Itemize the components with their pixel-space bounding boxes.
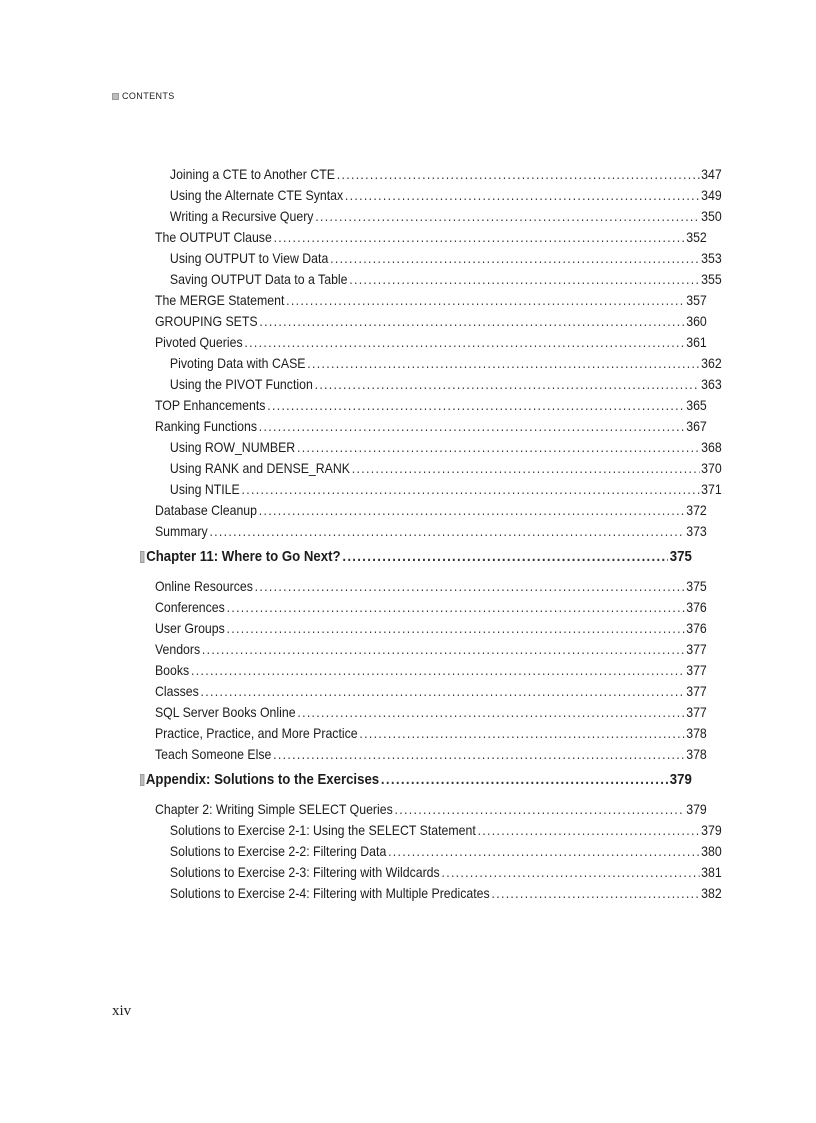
hatch-square-icon xyxy=(140,551,144,563)
toc-entry-page: 376 xyxy=(686,620,707,636)
toc-entry-page: 362 xyxy=(701,355,722,371)
toc-entry-page: 375 xyxy=(669,548,692,565)
dot-leader xyxy=(478,820,700,841)
toc-entry-page: 377 xyxy=(686,641,707,657)
toc-entry[interactable] xyxy=(140,206,722,227)
toc-entry-page: 372 xyxy=(686,502,707,518)
dot-leader xyxy=(273,744,684,765)
toc-chapter-entry[interactable] xyxy=(140,545,692,569)
toc-entry-page: 365 xyxy=(686,397,707,413)
dot-leader xyxy=(259,416,685,437)
toc-entry-title: Solutions to Exercise 2-2: Filtering Data xyxy=(169,843,387,859)
toc-entry-title: Vendors xyxy=(154,641,201,657)
dot-leader xyxy=(201,681,685,702)
toc-entry-title: Summary xyxy=(154,523,208,539)
toc-entry-page: 379 xyxy=(686,801,707,817)
toc-entry-page: 352 xyxy=(686,229,707,245)
toc-entry-title: GROUPING SETS xyxy=(154,313,258,329)
toc-entry[interactable] xyxy=(140,164,722,185)
toc-entry[interactable] xyxy=(140,395,707,416)
toc-entry-title: Classes xyxy=(154,683,199,699)
dot-leader xyxy=(259,311,684,332)
toc-entry-page: 377 xyxy=(686,683,707,699)
toc-entry-page: 355 xyxy=(701,271,722,287)
toc-entry[interactable] xyxy=(140,597,707,618)
dot-leader xyxy=(337,164,700,185)
toc-entry-page: 381 xyxy=(701,864,722,880)
toc-entry-page: 353 xyxy=(701,250,722,266)
toc-entry-page: 373 xyxy=(686,523,707,539)
running-head-label: CONTENTS xyxy=(122,91,175,101)
toc-entry[interactable] xyxy=(140,500,707,521)
toc-entry[interactable] xyxy=(140,290,707,311)
dot-leader xyxy=(242,479,700,500)
dot-leader xyxy=(307,353,699,374)
toc-entry-page: 380 xyxy=(701,843,722,859)
toc-entry-page: 375 xyxy=(686,578,707,594)
dot-leader xyxy=(227,597,685,618)
dot-leader xyxy=(227,618,685,639)
toc-entry-title: Chapter 11: Where to Go Next? xyxy=(146,548,341,565)
toc-entry[interactable] xyxy=(140,681,707,702)
toc-entry-page: 349 xyxy=(701,187,722,203)
toc-entry[interactable] xyxy=(140,185,722,206)
dot-leader xyxy=(274,227,685,248)
toc-entry-page: 371 xyxy=(701,481,722,497)
hatch-square-icon xyxy=(112,93,119,100)
toc-entry-title: Online Resources xyxy=(154,578,253,594)
toc-entry[interactable] xyxy=(140,479,722,500)
toc-entry-title: Conferences xyxy=(154,599,225,615)
toc-entry-page: 379 xyxy=(701,822,722,838)
dot-leader xyxy=(359,723,684,744)
toc-entry[interactable] xyxy=(140,841,722,862)
page-number: xiv xyxy=(112,1003,132,1019)
dot-leader xyxy=(330,248,699,269)
toc-entry-page: 370 xyxy=(701,460,722,476)
dot-leader xyxy=(202,639,685,660)
toc-entry[interactable] xyxy=(140,374,722,395)
toc-entry-page: 350 xyxy=(701,208,722,224)
toc-entry[interactable] xyxy=(140,353,722,374)
toc-entry-page: 382 xyxy=(701,885,722,901)
toc-entry-title: Teach Someone Else xyxy=(154,746,272,762)
toc-entry-title: Database Cleanup xyxy=(154,502,258,518)
toc-entry-title: Using the Alternate CTE Syntax xyxy=(169,187,344,203)
dot-leader xyxy=(297,702,684,723)
dot-leader xyxy=(315,206,699,227)
dot-leader xyxy=(286,290,684,311)
toc-entry[interactable] xyxy=(140,799,707,820)
toc-entry-page: 368 xyxy=(701,439,722,455)
toc-entry-page: 363 xyxy=(701,376,722,392)
toc-entry-title: Saving OUTPUT Data to a Table xyxy=(169,271,348,287)
toc-entry-title: Writing a Recursive Query xyxy=(169,208,314,224)
toc-entry-page: 378 xyxy=(686,725,707,741)
toc-entry-title: Books xyxy=(154,662,190,678)
toc-entry[interactable] xyxy=(140,862,722,883)
toc-entry-title: The OUTPUT Clause xyxy=(154,229,272,245)
dot-leader xyxy=(297,437,699,458)
table-of-contents xyxy=(140,164,722,904)
toc-chapter-entry[interactable] xyxy=(140,768,692,792)
dot-leader xyxy=(441,862,699,883)
toc-entry[interactable] xyxy=(140,660,707,681)
dot-leader xyxy=(259,500,685,521)
toc-entry-page: 357 xyxy=(686,292,707,308)
toc-entry[interactable] xyxy=(140,311,707,332)
toc-entry-title: The MERGE Statement xyxy=(154,292,285,308)
toc-entry[interactable] xyxy=(140,702,707,723)
toc-entry-page: 347 xyxy=(701,166,722,182)
dot-leader xyxy=(315,374,700,395)
hatch-square-icon xyxy=(140,774,144,786)
toc-entry-title: SQL Server Books Online xyxy=(154,704,296,720)
toc-entry-page: 360 xyxy=(686,313,707,329)
toc-entry-title: Solutions to Exercise 2-4: Filtering with Multiple Predicates xyxy=(169,885,490,901)
toc-entry[interactable] xyxy=(140,248,722,269)
toc-entry-title: User Groups xyxy=(154,620,225,636)
toc-entry-title: Solutions to Exercise 2-1: Using the SELECT Statement xyxy=(169,822,476,838)
dot-leader xyxy=(381,768,668,792)
dot-leader xyxy=(209,521,684,542)
toc-entry-title: Chapter 2: Writing Simple SELECT Queries xyxy=(154,801,393,817)
toc-entry[interactable] xyxy=(140,618,707,639)
toc-entry-page: 367 xyxy=(686,418,707,434)
toc-entry-title: Using the PIVOT Function xyxy=(169,376,313,392)
dot-leader xyxy=(342,545,668,569)
toc-entry-title: Using OUTPUT to View Data xyxy=(169,250,329,266)
toc-entry[interactable] xyxy=(140,883,722,904)
dot-leader xyxy=(352,458,700,479)
toc-entry-title: Solutions to Exercise 2-3: Filtering with Wildcards xyxy=(169,864,440,880)
dot-leader xyxy=(395,799,685,820)
dot-leader xyxy=(255,576,685,597)
toc-entry[interactable] xyxy=(140,820,722,841)
dot-leader xyxy=(491,883,699,904)
toc-entry-title: Practice, Practice, and More Practice xyxy=(154,725,358,741)
toc-entry-title: Pivoted Queries xyxy=(154,334,243,350)
toc-entry[interactable] xyxy=(140,576,707,597)
toc-entry[interactable] xyxy=(140,227,707,248)
toc-entry[interactable] xyxy=(140,744,707,765)
dot-leader xyxy=(349,269,699,290)
toc-entry-title: Pivoting Data with CASE xyxy=(169,355,306,371)
toc-entry-title: Using ROW_NUMBER xyxy=(169,439,296,455)
toc-entry-title: Using RANK and DENSE_RANK xyxy=(169,460,351,476)
running-head xyxy=(112,91,175,101)
toc-entry[interactable] xyxy=(140,458,722,479)
toc-entry-title: Using NTILE xyxy=(169,481,240,497)
toc-entry-page: 378 xyxy=(686,746,707,762)
toc-entry[interactable] xyxy=(140,723,707,744)
toc-entry-page: 377 xyxy=(686,662,707,678)
toc-entry[interactable] xyxy=(140,521,707,542)
dot-leader xyxy=(191,660,684,681)
toc-entry[interactable] xyxy=(140,332,707,353)
toc-entry-page: 376 xyxy=(686,599,707,615)
toc-entry-page: 377 xyxy=(686,704,707,720)
toc-entry-page: 379 xyxy=(669,771,692,788)
toc-entry-title: Joining a CTE to Another CTE xyxy=(169,166,335,182)
toc-entry[interactable] xyxy=(140,416,707,437)
dot-leader xyxy=(345,185,699,206)
toc-entry-page: 361 xyxy=(686,334,707,350)
dot-leader xyxy=(244,332,684,353)
toc-entry[interactable] xyxy=(140,437,722,458)
toc-entry[interactable] xyxy=(140,269,722,290)
toc-entry-title: Appendix: Solutions to the Exercises xyxy=(145,771,380,788)
dot-leader xyxy=(267,395,684,416)
toc-entry[interactable] xyxy=(140,639,707,660)
toc-entry-title: Ranking Functions xyxy=(154,418,257,434)
dot-leader xyxy=(388,841,699,862)
toc-entry-title: TOP Enhancements xyxy=(154,397,266,413)
